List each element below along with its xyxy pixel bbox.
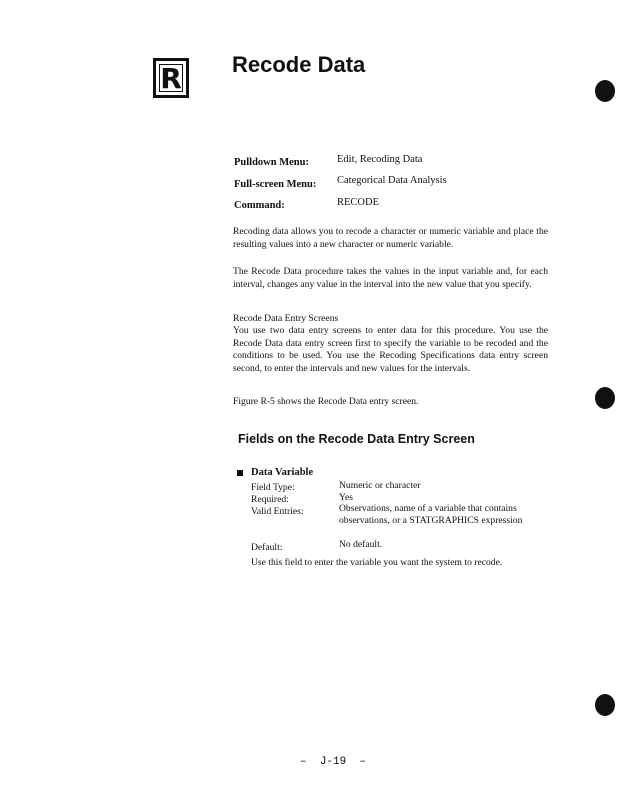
bullet-icon (237, 470, 243, 476)
paragraph-procedure: The Recode Data procedure takes the values in the input variable and, for each interval, changes any value in the interval into the new value that you specify. (233, 266, 548, 290)
field-type-label: Field Type: (251, 482, 295, 493)
page-title: Recode Data (232, 52, 366, 77)
valid-entries-label: Valid Entries: (251, 506, 304, 517)
command-label: Command: (234, 200, 285, 211)
page-footer (300, 756, 366, 768)
page-number: J-19 (319, 756, 347, 768)
fullscreen-menu-value: Categorical Data Analysis (337, 175, 447, 186)
default-label: Default: (251, 542, 283, 553)
section-tab-letter: R (153, 58, 189, 98)
required-value: Yes (339, 492, 353, 503)
pulldown-menu-value: Edit, Recoding Data (337, 154, 423, 165)
section-heading: Fields on the Recode Data Entry Screen (238, 432, 475, 446)
fullscreen-menu-label: Full-screen Menu: (234, 179, 317, 190)
punch-hole-bottom (595, 694, 615, 716)
paragraph-figure-ref: Figure R-5 shows the Recode Data entry screen. (233, 396, 419, 407)
command-value: RECODE (337, 197, 379, 208)
paragraph-entry-screens: You use two data entry screens to enter data for this procedure. You use the Recode Data data entry screen first to specify the variable to be recoded and the conditions to be used. You use the Recoding Specifications data entry screen second, to enter the intervals and new values for the intervals. (233, 325, 548, 374)
footer-dash-left: – (300, 756, 320, 768)
required-label: Required: (251, 494, 289, 505)
punch-hole-top (595, 80, 615, 102)
field-type-value: Numeric or character (339, 480, 421, 491)
footer-dash-right: – (346, 756, 367, 768)
field-name: Data Variable (251, 467, 314, 478)
punch-hole-middle (595, 387, 615, 409)
paragraph-subheading: Recode Data Entry Screens (233, 313, 339, 324)
default-value: No default. (339, 539, 383, 550)
pulldown-menu-label: Pulldown Menu: (234, 157, 309, 168)
field-usage: Use this field to enter the variable you want the system to recode. (251, 557, 503, 568)
valid-entries-value: Observations, name of a variable that contains observations, or a STATGRAPHICS expression (339, 503, 523, 526)
paragraph-intro: Recoding data allows you to recode a character or numeric variable and place the resulting values into a new character or numeric variable. (233, 226, 548, 250)
